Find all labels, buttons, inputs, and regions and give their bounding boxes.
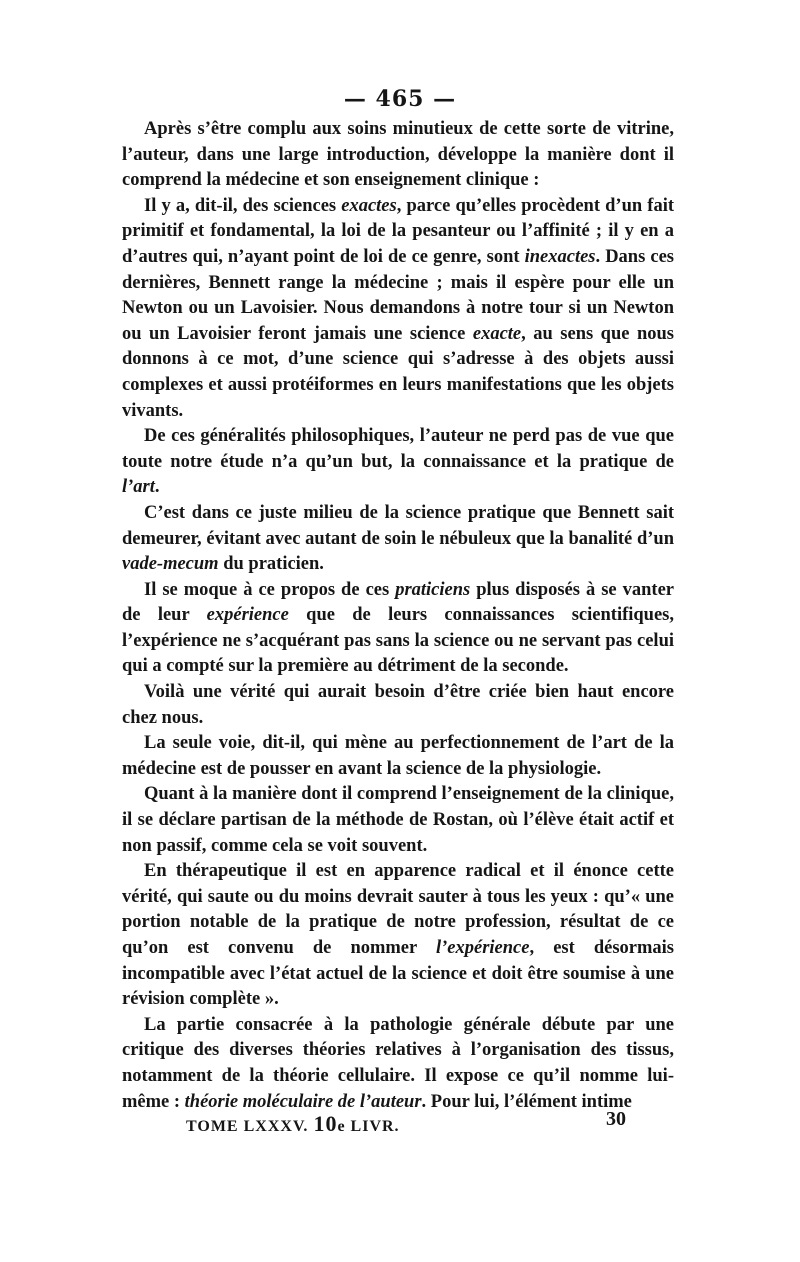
signature-suffix: e LIVR. [337, 1118, 400, 1135]
text-run: En thérapeutique il est en apparence radical et il énonce cette vérité, qui saute ou du moins devrait sauter à tous les yeux : qu’« une portion notable de la pratique de notre profession, résultat de ce qu’on est convenu de nommer [122, 861, 674, 958]
paragraph [122, 117, 674, 194]
text-run: Voilà une vérité qui aurait besoin d’être criée bien haut encore chez nous. [122, 682, 674, 728]
italic-text: expérience [206, 605, 289, 626]
signature-prefix: TOME LXXXV. [186, 1118, 309, 1135]
paragraph [122, 859, 674, 1013]
paragraph [122, 1013, 674, 1115]
signature-mark [186, 1111, 400, 1137]
text-run: C’est dans ce juste milieu de la science pratique que Bennett sait demeurer, évitant avec autant de soin le nébuleux que la banalité d’un [122, 502, 674, 549]
signature-number: 10 [313, 1111, 338, 1136]
text-run: . [154, 477, 160, 498]
text-run: Il se moque à ce propos de ces [144, 579, 396, 600]
page-number: — 465 — [343, 86, 457, 112]
text-run: plus disposés à se vanter de leur [122, 579, 674, 626]
text-run: du praticien. [218, 554, 324, 575]
text-run: La partie consacrée à la pathologie générale débute par une critique des diverses théories relatives à l’organisation des tissus, notamment de la théorie cellulaire. Il expose ce qu’il nomme lui-même : [122, 1014, 674, 1112]
text-run: que de leurs connaissances scientifiques, l’expérience ne s’acquérant pas sans la science ou ne servant pas celui qui a compté sur la première au détriment de la seconde. [122, 605, 674, 677]
italic-text: inexactes [524, 246, 596, 267]
italic-text: exacte [472, 323, 522, 344]
paragraph [122, 578, 674, 680]
paragraph [122, 680, 674, 731]
paragraph [122, 424, 674, 501]
paragraph [122, 782, 674, 859]
paragraph [122, 731, 674, 782]
text-run: , parce qu’elles procèdent d’un fait primitif et fondamental, la loi de la pesanteur ou l’affinité ; il y en a d’autres qui, n’ayant point de loi de ce genre, sont [122, 195, 674, 267]
text-run: Quant à la manière dont il comprend l’enseignement de la clinique, il se déclare partisan de la méthode de Rostan, où l’élève était actif et non passif, comme cela se voit souvent. [122, 784, 674, 856]
sheet-number: 30 [606, 1108, 626, 1130]
paragraph [122, 501, 674, 578]
italic-text: exactes [341, 195, 397, 216]
body-text [122, 117, 674, 1115]
text-run: . Dans ces dernières, Bennett range la médecine ; mais il espère pour elle un Newton ou un Lavoisier. Nous demandons à notre tour si un Newton ou un Lavoisier feront jamais une science [122, 246, 674, 344]
text-run: , est désormais incompatible avec l’état actuel de la science et doit être soumise à une révision complète ». [122, 938, 674, 1010]
italic-text: l’expérience [435, 938, 530, 958]
text-run: De ces généralités philosophiques, l’auteur ne perd pas de vue que toute notre étude n’a qu’un but, la connaissance et la pratique de [122, 426, 674, 472]
paragraph [122, 194, 674, 424]
text-run: La seule voie, dit-il, qui mène au perfectionnement de l’art de la médecine est de pousser en avant la science de la physiologie. [122, 733, 674, 779]
text-run: , au sens que nous donnons à ce mot, d’une science qui s’adresse à des objets aussi complexes et aussi protéiformes en leurs manifestations que les objets vivants. [122, 323, 674, 421]
italic-text: praticiens [395, 579, 471, 600]
italic-text: l’art [122, 477, 155, 498]
text-run: . Pour lui, l’élément intime [421, 1091, 632, 1112]
italic-text: vade-mecum [122, 554, 219, 575]
text-run: Après s’être complu aux soins minutieux de cette sorte de vitrine, l’auteur, dans une large introduction, développe la manière dont il comprend la médecine et son enseignement clinique : [122, 119, 674, 191]
text-run: Il y a, dit-il, des sciences [144, 195, 342, 216]
italic-text: théorie moléculaire de l’auteur [184, 1091, 422, 1112]
